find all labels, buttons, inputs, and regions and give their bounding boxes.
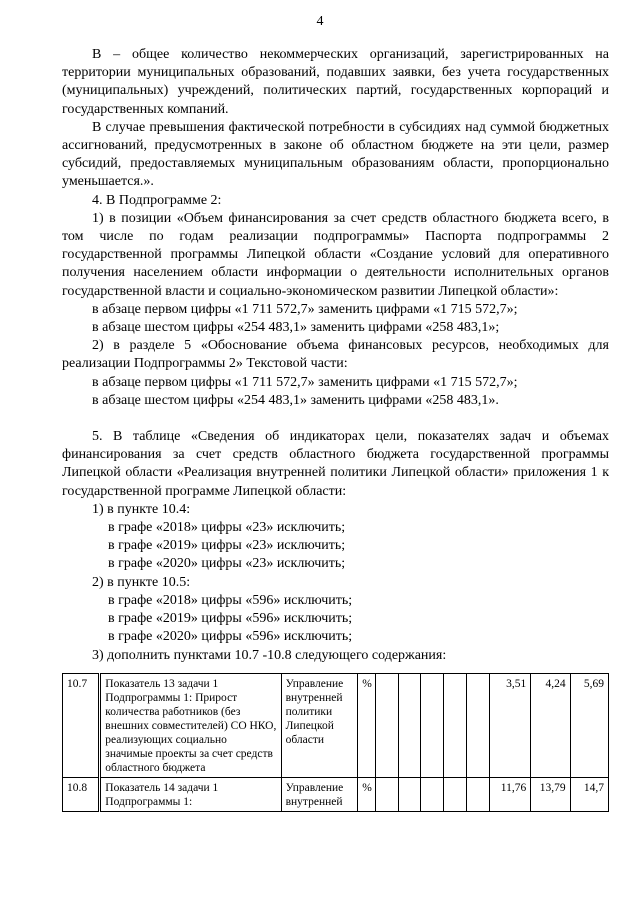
empty-cell (421, 674, 444, 778)
table-row (63, 778, 609, 812)
paragraph: 2) в разделе 5 «Обоснование объема финансовых ресурсов, необходимых для реализации Подпрограммы 2» Текстовой части: (62, 338, 609, 372)
paragraph: 5. В таблице «Сведения об индикаторах цели, показателях задач и объемах финансирования за счет средств областного бюджета государственной программы Липецкой области «Реализация внутренней политики Липецкой области» приложения 1 к государственной программе Липецкой области: (62, 429, 609, 499)
paragraph: в абзаце шестом цифры «254 483,1» заменить цифрами «258 483,1»; (92, 320, 500, 336)
empty-cell (466, 674, 489, 778)
row-number-cell: 10.7 (63, 674, 100, 778)
paragraph: в абзаце первом цифры «1 711 572,7» заменить цифрами «1 715 572,7»; (92, 301, 518, 317)
empty-cell (375, 674, 398, 778)
value-2020-cell: 5,69 (570, 674, 608, 778)
paragraph: в графе «2018» цифры «596» исключить; (108, 592, 353, 608)
paragraph: в графе «2020» цифры «596» исключить; (108, 629, 353, 645)
indicator-cell: Показатель 13 задачи 1 Подпрограммы 1: Прирост количества работников (без внешних совместителей) СО НКО, реализующих социально значимые проекты за счет средств областного бюджета (100, 674, 281, 778)
empty-cell (398, 778, 421, 812)
executor-cell: Управление внутренней (281, 778, 358, 812)
empty-cell (375, 778, 398, 812)
indicator-cell: Показатель 14 задачи 1 Подпрограммы 1: (100, 778, 281, 812)
value-2020-cell: 14,7 (570, 778, 608, 812)
paragraph: В – общее количество некоммерческих организаций, зарегистрированных на территории муниципальных образований, подавших заявки, без учета государственных (муниципальных) учреждений, политических партий, государственных корпораций и государственных компаний. (62, 47, 609, 117)
page-number: 4 (316, 14, 324, 29)
empty-cell (398, 674, 421, 778)
paragraph: в графе «2019» цифры «596» исключить; (108, 611, 353, 627)
paragraph: 3) дополнить пунктами 10.7 -10.8 следующего содержания: (92, 647, 447, 663)
empty-cell (444, 778, 467, 812)
value-2019-cell: 13,79 (531, 778, 570, 812)
paragraph: в графе «2020» цифры «23» исключить; (108, 556, 346, 572)
paragraph: 4. В Подпрограмме 2: (92, 192, 222, 208)
paragraph: в абзаце шестом цифры «254 483,1» заменить цифрами «258 483,1». (92, 392, 499, 408)
executor-cell: Управление внутренней политики Липецкой области (281, 674, 358, 778)
paragraph-gap (62, 410, 609, 428)
paragraph: в графе «2019» цифры «23» исключить; (108, 538, 346, 554)
row-number-cell: 10.8 (63, 778, 100, 812)
paragraph: в абзаце первом цифры «1 711 572,7» заменить цифрами «1 715 572,7»; (92, 374, 518, 390)
value-2019-cell: 4,24 (531, 674, 570, 778)
unit-cell: % (358, 778, 376, 812)
indicators-table (62, 673, 609, 812)
value-2018-cell: 11,76 (489, 778, 530, 812)
document-body (62, 46, 609, 665)
empty-cell (444, 674, 467, 778)
empty-cell (421, 778, 444, 812)
value-2018-cell: 3,51 (489, 674, 530, 778)
table-row (63, 674, 609, 778)
unit-cell: % (358, 674, 376, 778)
paragraph: В случае превышения фактической потребности в субсидиях над суммой бюджетных ассигнований, предусмотренных в законе об областном бюджете на эти цели, размер субсидий, предоставляемых муниципальным образованиям области, пропорционально уменьшается.». (62, 119, 609, 190)
paragraph: 2) в пункте 10.5: (92, 574, 191, 590)
paragraph: в графе «2018» цифры «23» исключить; (108, 520, 346, 536)
paragraph: 1) в позиции «Объем финансирования за счет средств областного бюджета всего, в том числе по годам реализации подпрограммы» Паспорта подпрограммы 2 государственной программы Липецкой области «Создание условий для оперативного получения населением области информации о деятельности исполнительных органов государственной власти и социально-экономическом развитии Липецкой области»: (62, 210, 609, 299)
paragraph: 1) в пункте 10.4: (92, 501, 191, 517)
empty-cell (466, 778, 489, 812)
